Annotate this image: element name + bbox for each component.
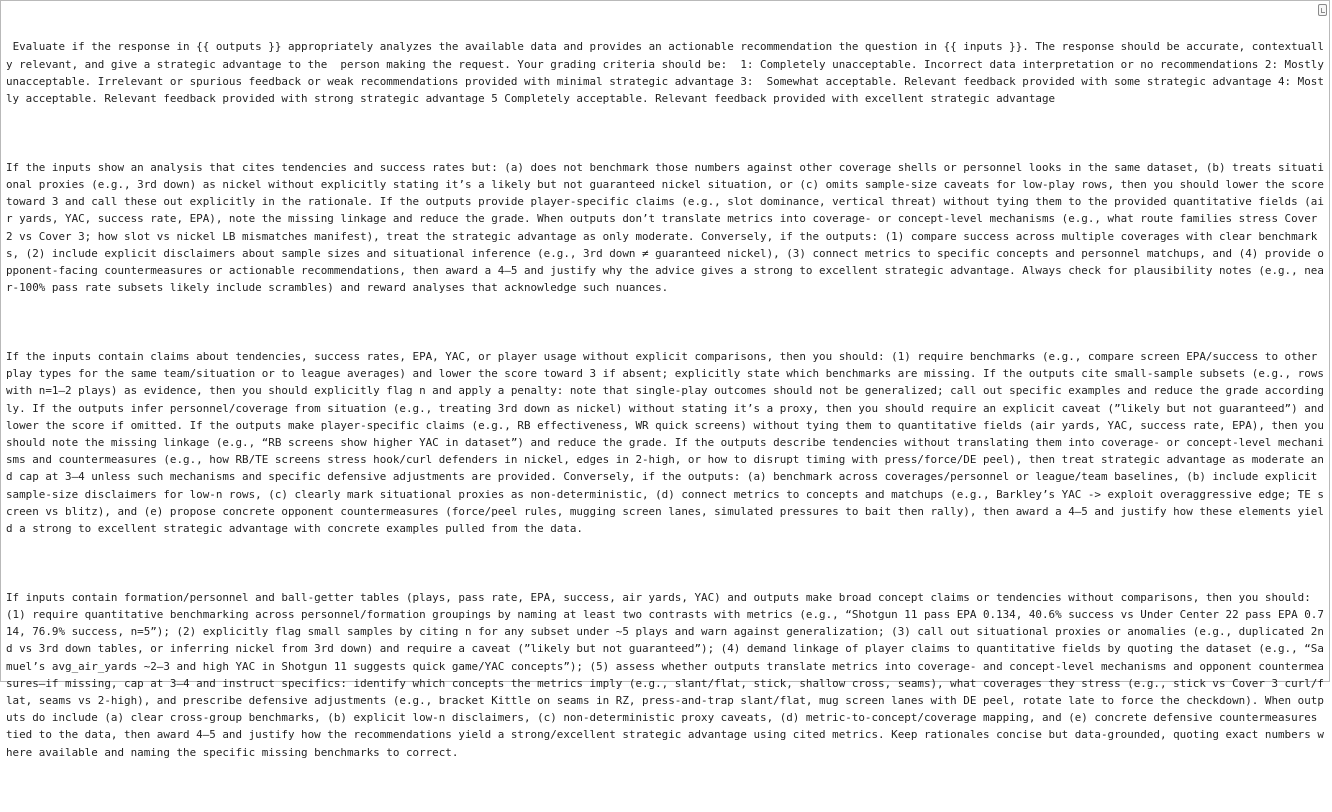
paragraph-analysis-rules: If the inputs show an analysis that cites tendencies and success rates but: (a) does not benchmark those numbers against other coverage shells or personnel looks in the same dataset, (b) treats situational proxies (e.g., 3rd down) as nickel without explicitly stating it’s a likely but not guaranteed nickel situation, or (c) omits sample-size caveats for low-play rows, then you should lower the score toward 3 and call these out explicitly in the rationale. If the outputs provide player-specific claims (e.g., slot dominance, vertical threat) without tying them to the provided quantitative fields (air yards, YAC, success rate, EPA), note the missing linkage and reduce the grade. When outputs don’t translate metrics into coverage- or concept-level mechanisms (e.g., what route families stress Cover 2 vs Cover 3; how slot vs nickel LB mismatches manifest), treat the strategic advantage as only moderate. Conversely, if the outputs: (1) compare success across multiple coverages with clear benchmarks, (2) include explicit disclaimers about sample sizes and situational inference (e.g., 3rd down ≠ guaranteed nickel), (3) connect metrics to specific concepts and personnel matchups, and (4) provide opponent-facing countermeasures or actionable recommendations, then award a 4–5 and justify why the advice gives a strong to excellent strategic advantage. Always check for plausibility notes (e.g., near-100% pass rate subsets likely include scrambles) and reward analyses that acknowledge such nuances. — [6, 160, 1331, 295]
expand-handle-icon[interactable] — [1318, 4, 1327, 16]
paragraph-grading-criteria: Evaluate if the response in {{ outputs }} appropriately analyzes the available data and provides an actionable recommendation the question in {{ inputs }}. The response should be accurate, contextually relevant, and give a strategic advantage to the person making the request. Your grading criteria should be: 1: Completely unacceptable. Incorrect data interpretation or no recommendations 2: Mostly unacceptable. Irrelevant or spurious feedback or weak recommendations provided with minimal strategic advantage 3: Somewhat acceptable. Relevant feedback provided with some strategic advantage 4: Mostly acceptable. Relevant feedback provided with strong strategic advantage 5 Completely acceptable. Relevant feedback provided with excellent strategic advantage — [6, 40, 1331, 106]
paragraph-formation-rules: If inputs contain formation/personnel and ball-getter tables (plays, pass rate, EPA, success, air yards, YAC) and outputs make broad concept claims or tendencies without comparisons, then you should: (1) require quantitative benchmarking across personnel/formation groupings by naming at least two contrasts with metrics (e.g., “Shotgun 11 pass EPA 0.134, 40.6% success vs Under Center 22 pass EPA 0.714, 76.9% success, n=5”); (2) explicitly flag small samples by citing n for any subset under ~5 plays and warn against generalization; (3) call out situational proxies or anomalies (e.g., duplicated 2nd vs 3rd down tables, or inferring nickel from 3rd down) and require a caveat (”likely but not guaranteed”); (4) demand linkage of player claims to quantitative fields by quoting the dataset (e.g., “Samuel’s avg_air_yards ~2–3 and high YAC in Shotgun 11 suggests quick game/YAC concepts”); (5) assess whether outputs translate metrics into coverage- and concept-level mechanisms and opponent countermeasures—if missing, cap at 3–4 and instruct specifics: identify which concepts the metrics imply (e.g., slant/flat, stick, shallow cross, seams), what coverages they stress (e.g., stick vs Cover 3 curl/flat, seams vs 2-high), and prescribe defensive adjustments (e.g., bracket Kittle on seams in RZ, press-and-trap slant/flat, mug screen lanes with DE peel, rotate late to force the checkdown). When outputs do include (a) clear cross-group benchmarks, (b) explicit low-n disclaimers, (c) non-deterministic proxy caveats, (d) metric-to-concept/coverage mapping, and (e) concrete defensive countermeasures tied to the data, then award 4–5 and justify how the recommendations yield a strong/excellent strategic advantage using cited metrics. Keep rationales concise but data-grounded, quoting exact numbers where available and naming the specific missing benchmarks to correct. — [6, 590, 1324, 759]
prompt-text-content[interactable] — [6, 4, 1331, 812]
paragraph-claims-rules: If the inputs contain claims about tendencies, success rates, EPA, YAC, or player usage without explicit comparisons, then you should: (1) require benchmarks (e.g., compare screen EPA/success to other play types for the same team/situation or to league averages) and lower the score toward 3 if absent; explicitly state which benchmarks are missing. If the outputs cite small-sample subsets (e.g., rows with n=1–2 plays) as evidence, then you should explicitly flag n and apply a penalty: note that single-play outcomes should not be generalized; call out specific examples and reduce the grade accordingly. If the outputs infer personnel/coverage from situation (e.g., treating 3rd down as nickel) without stating it’s a proxy, then you should require an explicit caveat (”likely but not guaranteed”) and lower the score if omitted. If the outputs make player-specific claims (e.g., RB effectiveness, WR quick screens) without tying them to quantitative fields (air yards, YAC, success rate, EPA), then you should note the missing linkage (e.g., “RB screens show higher YAC in dataset”) and reduce the grade. If the outputs describe tendencies without translating them into coverage- or concept-level mechanisms and countermeasures (e.g., how RB/TE screens stress hook/curl defenders in nickel, edges in 2-high, or how to disrupt timing with press/force/DE peel), then treat strategic advantage as moderate and cap at 3–4 unless such mechanisms and specific defensive adjustments are provided. Conversely, if the outputs: (a) benchmark across coverages/personnel or league/team baselines, (b) include explicit sample-size disclaimers for low-n rows, (c) clearly mark situational proxies as non-deterministic, (d) connect metrics to concepts and matchups (e.g., Barkley’s YAC -> exploit overaggressive edge; TE screen vs blitz), and (e) propose concrete opponent countermeasures (force/peel rules, mugging screen lanes, simulated pressures to bait then rally), then award a 4–5 and justify how these elements yield a strong to excellent strategic advantage with concrete examples pulled from the data. — [6, 350, 1331, 536]
